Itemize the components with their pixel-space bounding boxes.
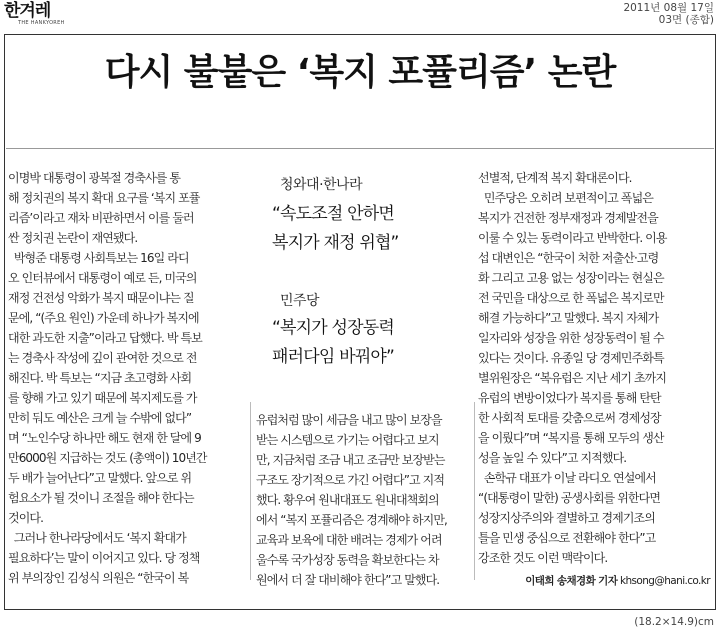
byline-email: khsong@hani.co.kr	[620, 575, 710, 587]
newspaper-logo	[4, 2, 66, 28]
pull-quote-1: “속도조절 안하면 복지가 재정 위협”	[272, 204, 399, 253]
headline-divider	[6, 148, 714, 149]
headline: 다시 불붙은 ‘복지 포퓰리즘’ 논란	[104, 52, 616, 93]
pull-quote-source-1: 청와대·한나라	[280, 177, 363, 193]
logo-wordmark: 한겨레	[4, 1, 51, 21]
column-divider-right	[474, 402, 475, 580]
body-column-1: 이명박 대통령이 광복절 경축사를 통 해 정치권의 복지 확대 요구를 ‘복지 포퓰 리즘’이라고 재차 비판하면서 이를 둘러 싼 정치권 논란이 재연됐다. 박형준 대통령 사회특보는 16일 라디 오 인터뷰에서 대통령이 예로 든, 미국의 재정 건전성 악화가 복지 때문이냐는 질 문에, “(주요 원인) 가운데 하나가 복지에 대한 과도한 지출”이라고 답했다. 박 특보 는 경축사 작성에 깊이 관여한 것으로 전 해진다. 박 특보는 “지금 초고령화 사회 를 향해 가고 있기 때문에 복지제도를 가 만히 둬도 예산은 크게 늘 수밖에 없다” 며 “노인수당 하나만 해도 현재 한 달에 9 만6000원 지급하는 것도 (총액이) 10년간 두 배가 늘어난다”고 말했다. 앞으로 위 험요소가 될 것이니 조절을 해야 한다는 것이다. 그러나 한나라당에서도 ‘복지 확대가 필요하다’는 말이 이어지고 있다. 당 정책 위 부의장인 김성식 의원은 “한국이 복	[8, 171, 207, 585]
body-column-3: 선별적, 단계적 복지 확대론이다. 민주당은 오히려 보편적이고 폭넓은 복지가 건전한 정부재정과 경제발전을 이룰 수 있는 동력이라고 반박한다. 이용 섭 대변인은 “한국이 처한 저출산·고령 화 그리고 고용 없는 성장이라는 현실은 전 국민을 대상으로 한 폭넓은 복지로만 해결 가능하다”고 말했다. 복지 자체가 일자리와 성장을 위한 성장동력이 될 수 있다는 것이다. 유종일 당 경제민주화특 별위원장은 “복유럽은 지난 세기 초까지 유럽의 변방이었다가 복지를 통해 탄탄 한 사회적 토대를 갖춤으로써 경제성장 을 이뤘다”며 “복지를 통해 모두의 생산 성을 높일 수 있다”고 지적했다. 손학규 대표가 이날 라디오 연설에서 “(대통령이 말한) 공생사회를 위한다면 성장지상주의와 결별하고 경제기조의 틀을 민생 중심으로 전환해야 한다”고 강조한 것도 이런 맥락이다.	[478, 171, 667, 565]
pull-quote-box	[262, 168, 468, 392]
page-section: 03면 (종합)	[658, 14, 714, 26]
byline	[525, 574, 710, 588]
body-column-2: 유럽처럼 많이 세금을 내고 많이 보장을 받는 시스템으로 가기는 어렵다고 보지 만, 지금처럼 조금 내고 조금만 보장받는 구조도 장기적으로 가긴 어렵다”고 지적 했다. 황우여 원내대표도 원내대책회의 에서 “복지 포퓰리즘은 경계해야 하지만, 교육과 보육에 대한 배려는 경제가 어려 울수록 국가성장 동력을 확보한다는 차 원에서 더 잘 대비해야 한다”고 말했다.	[256, 413, 447, 587]
column-divider-left	[250, 402, 251, 580]
publish-date: 2011년 08월 17일	[623, 2, 714, 14]
pull-quote-2: “복지가 성장동력 패러다임 바꿔야”	[272, 318, 394, 367]
dateline	[623, 2, 714, 26]
byline-reporters: 이태희 송채경화 기자	[525, 575, 618, 587]
logo-subtitle: THE HANKYOREH	[18, 20, 65, 26]
clipping-size: (18.2×14.9)cm	[634, 616, 714, 628]
pull-quote-source-2: 민주당	[280, 293, 320, 309]
